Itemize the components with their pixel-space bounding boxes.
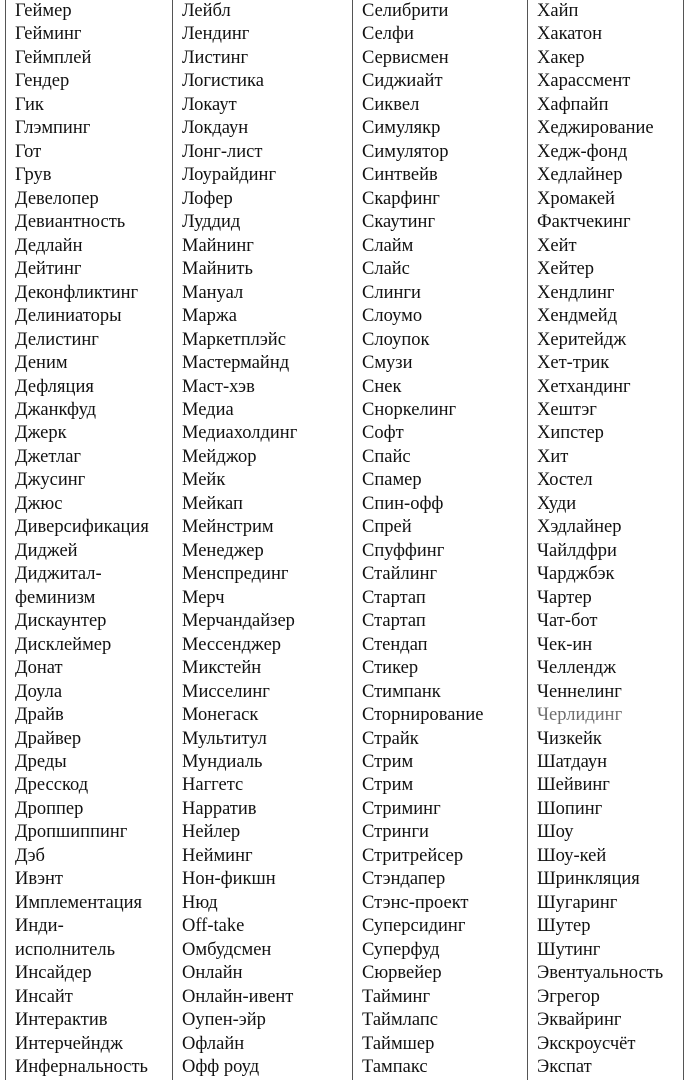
word-cell: Хетхандинг: [537, 376, 631, 397]
word-cell: Имплементация: [15, 892, 143, 913]
word-cell: Майнить: [182, 259, 253, 280]
word-cell: Майнинг: [182, 235, 254, 256]
word-cell: Хейт: [537, 235, 577, 256]
word-cell: Локдаун: [182, 118, 249, 139]
word-cell: Гейминг: [15, 24, 82, 45]
word-cell: Эгрегор: [537, 986, 600, 1007]
word-cell: Сторнирование: [362, 705, 484, 726]
word-cell: Дедлайн: [15, 235, 83, 256]
word-cell: Мундиаль: [182, 752, 263, 772]
word-cell: Офлайн: [182, 1033, 245, 1054]
word-cell: Страйк: [362, 728, 419, 749]
word-cell: Деним: [15, 353, 68, 374]
word-cell: Суперсидинг: [362, 916, 466, 937]
word-cell: Челлендж: [537, 658, 617, 679]
word-cell: Снек: [362, 376, 402, 397]
word-cell: Стимпанк: [362, 681, 441, 702]
word-cell: Гик: [15, 94, 44, 115]
word-cell: Омбудсмен: [182, 939, 272, 960]
word-cell: Дэб: [15, 845, 45, 866]
word-cell: Эквайринг: [537, 1010, 622, 1031]
word-cell: Мастермайнд: [182, 353, 290, 374]
word-cell: Чизкейк: [537, 728, 602, 749]
word-cell: Маст-хэв: [182, 376, 255, 397]
word-cell: Мейнстрим: [182, 517, 274, 538]
word-cell: Геймплей: [15, 47, 92, 68]
word-cell: Дефляция: [15, 376, 94, 397]
word-cell: Нюд: [182, 892, 218, 913]
word-cell: Монегаск: [182, 705, 259, 726]
word-cell: Девелопер: [15, 188, 99, 209]
word-cell: Чек-ин: [537, 634, 593, 655]
word-cell: Инди-: [15, 916, 64, 937]
word-cell: Гот: [15, 141, 42, 162]
word-cell: Слайм: [362, 235, 414, 256]
word-cell: Лофер: [182, 188, 233, 209]
word-cell: Мейк: [182, 470, 226, 491]
word-cell: Луддид: [182, 212, 241, 233]
word-cell: Джанкфуд: [15, 399, 97, 420]
word-cell: Хештэг: [537, 399, 597, 420]
word-cell: Ивэнт: [15, 869, 64, 890]
word-cell: Диверсификация: [15, 517, 149, 538]
word-cell: Хипстер: [537, 423, 604, 444]
word-cell: Мануал: [182, 282, 244, 303]
word-cell: Лейбл: [182, 1, 231, 21]
word-cell: Нарратив: [182, 798, 257, 819]
word-cell: Менеджер: [182, 540, 264, 561]
word-column-1: [6, 0, 173, 1080]
word-cell: Драйвер: [15, 728, 82, 749]
word-cell: Стикер: [362, 658, 419, 679]
word-cell: Ченнелинг: [537, 681, 622, 702]
word-cell: феминизм: [15, 587, 96, 608]
word-cell: Слоумо: [362, 306, 423, 327]
word-column-2: [172, 0, 352, 1080]
word-cell: Хедлайнер: [537, 165, 623, 186]
word-cell: Девиантность: [15, 212, 126, 233]
word-cell: Мессенджер: [182, 634, 282, 655]
word-cell: Микстейн: [182, 658, 262, 679]
word-cell: Сюрвейер: [362, 963, 442, 984]
word-cell: Симулякр: [362, 118, 441, 139]
word-cell: Маржа: [182, 306, 237, 327]
word-cell: Слинги: [362, 282, 421, 303]
word-cell: Маркетплэйс: [182, 329, 286, 350]
word-cell: Спрей: [362, 517, 412, 538]
word-cell: Онлайн-ивент: [182, 986, 294, 1007]
word-cell: Хедж-фонд: [537, 141, 628, 162]
word-cell: Чартер: [537, 587, 592, 608]
word-cell: Лоурайдинг: [182, 165, 277, 186]
word-cell: Off-take: [182, 916, 245, 937]
word-cell: Спуффинг: [362, 540, 445, 561]
word-cell: Хайп: [537, 1, 579, 21]
word-cell: Мерч: [182, 587, 225, 608]
word-cell: Хостел: [537, 470, 593, 491]
word-cell: Стэнс-проект: [362, 892, 469, 913]
word-cell: Джусинг: [15, 470, 86, 491]
word-cell: Дреды: [15, 752, 67, 772]
word-cell: Хэдлайнер: [537, 517, 622, 538]
word-cell: Стрим: [362, 775, 414, 796]
word-cell: Дроппер: [15, 798, 84, 819]
word-cell: Дискаунтер: [15, 611, 107, 632]
word-cell: Хет-трик: [537, 353, 610, 374]
word-cell: Тайминг: [362, 986, 431, 1007]
word-cell: Листинг: [182, 47, 249, 68]
word-cell: Делиниаторы: [15, 306, 122, 327]
word-cell: Мисселинг: [182, 681, 270, 702]
word-cell: Нейлер: [182, 822, 241, 843]
word-cell: Худи: [537, 493, 577, 514]
word-cell: Херитейдж: [537, 329, 627, 350]
word-cell: Инсайдер: [15, 963, 92, 984]
word-cell: Шутинг: [537, 939, 601, 960]
word-cell: Нейминг: [182, 845, 253, 866]
word-cell: Шоу: [537, 822, 574, 843]
word-cell: Гендер: [15, 71, 70, 92]
word-cell: Дресскод: [15, 775, 89, 796]
word-cell: Драйв: [15, 705, 64, 726]
word-cell: Офф роуд: [182, 1057, 260, 1078]
word-cell: Стартап: [362, 587, 426, 608]
word-cell: Деконфликтинг: [15, 282, 139, 303]
word-cell: Джюс: [15, 493, 63, 514]
word-cell: Симулятор: [362, 141, 449, 162]
word-cell: Шоу-кей: [537, 845, 607, 866]
word-cell: Хит: [537, 446, 569, 467]
word-table: [5, 0, 684, 1080]
word-cell: Наггетс: [182, 775, 244, 796]
word-cell: Спайс: [362, 446, 411, 467]
word-cell: Шопинг: [537, 798, 603, 819]
word-cell: Дейтинг: [15, 259, 82, 280]
word-cell: Медиа: [182, 399, 234, 420]
word-cell: Донат: [15, 658, 63, 679]
word-cell: Синтвейв: [362, 165, 438, 186]
word-cell: Диджитал-: [15, 564, 102, 585]
word-cell: Стартап: [362, 611, 426, 632]
word-cell: Стайлинг: [362, 564, 438, 585]
word-cell: Хафпайп: [537, 94, 609, 115]
word-cell: Стрим: [362, 752, 414, 772]
word-cell: Сиквел: [362, 94, 420, 115]
word-cell: Спин-офф: [362, 493, 444, 514]
word-cell: Селибрити: [362, 1, 449, 21]
word-cell: Сиджиайт: [362, 71, 443, 92]
word-cell: Онлайн: [182, 963, 243, 984]
word-cell: Оупен-эйр: [182, 1010, 266, 1031]
word-cell: Интерактив: [15, 1010, 108, 1031]
word-cell: Тампакс: [362, 1057, 428, 1078]
word-cell: Мерчандайзер: [182, 611, 295, 632]
word-cell: Софт: [362, 423, 404, 444]
word-cell: Таймлапс: [362, 1010, 438, 1031]
word-cell: Геймер: [15, 1, 72, 21]
word-cell: Слайс: [362, 259, 410, 280]
word-cell: Хендлинг: [537, 282, 615, 303]
word-cell: Интерчейндж: [15, 1033, 123, 1054]
word-cell: Эвентуальность: [537, 963, 664, 984]
word-cell: Доула: [15, 681, 63, 702]
word-cell: Глэмпинг: [15, 118, 91, 139]
word-cell: исполнитель: [15, 939, 116, 960]
word-cell: Мейкап: [182, 493, 243, 514]
word-cell: Хромакей: [537, 188, 615, 209]
word-cell: Чайлдфри: [537, 540, 617, 561]
word-cell: Хейтер: [537, 259, 595, 280]
word-cell: Шейвинг: [537, 775, 610, 796]
word-cell: Спамер: [362, 470, 422, 491]
word-cell: Локаут: [182, 94, 237, 115]
word-cell: Мейджор: [182, 446, 257, 467]
word-cell: Шугаринг: [537, 892, 618, 913]
word-cell: Экскроусчёт: [537, 1033, 636, 1054]
word-cell: Дисклеймер: [15, 634, 112, 655]
word-cell: Логистика: [182, 71, 264, 92]
word-cell: Смузи: [362, 353, 413, 374]
word-cell: Шутер: [537, 916, 591, 937]
word-cell: Стритрейсер: [362, 845, 464, 866]
word-cell: Шатдаун: [537, 752, 608, 772]
word-column-4: [527, 0, 684, 1080]
word-cell: Скарфинг: [362, 188, 440, 209]
word-cell: Суперфуд: [362, 939, 440, 960]
word-cell: Инфернальность: [15, 1057, 148, 1078]
word-cell: Черлидинг: [537, 705, 623, 726]
word-cell: Слоупок: [362, 329, 430, 350]
word-cell: Лонг-лист: [182, 141, 263, 162]
word-cell: Хендмейд: [537, 306, 618, 327]
word-cell: Джетлаг: [15, 446, 82, 467]
word-cell: Скаутинг: [362, 212, 436, 233]
word-cell: Лендинг: [182, 24, 250, 45]
word-cell: Харассмент: [537, 71, 631, 92]
word-cell: Дропшиппинг: [15, 822, 128, 843]
word-cell: Стендап: [362, 634, 428, 655]
word-cell: Хеджирование: [537, 118, 654, 139]
word-cell: Экспат: [537, 1057, 592, 1078]
word-cell: Чат-бот: [537, 611, 598, 632]
word-cell: Чарджбэк: [537, 564, 615, 585]
word-cell: Селфи: [362, 24, 414, 45]
word-cell: Стриминг: [362, 798, 441, 819]
word-cell: Нон-фикшн: [182, 869, 276, 890]
word-cell: Сервисмен: [362, 47, 449, 68]
word-cell: Таймшер: [362, 1033, 435, 1054]
word-cell: Инсайт: [15, 986, 73, 1007]
word-cell: Сноркелинг: [362, 399, 457, 420]
word-cell: Джерк: [15, 423, 67, 444]
word-cell: Хакатон: [537, 24, 603, 45]
word-cell: Стринги: [362, 822, 429, 843]
word-cell: Менспрединг: [182, 564, 289, 585]
word-cell: Диджей: [15, 540, 78, 561]
word-cell: Делистинг: [15, 329, 99, 350]
word-cell: Мультитул: [182, 728, 267, 749]
word-cell: Фактчекинг: [537, 212, 631, 233]
word-cell: Хакер: [537, 47, 585, 68]
word-cell: Медиахолдинг: [182, 423, 298, 444]
word-cell: Шринкляция: [537, 869, 640, 890]
word-cell: Грув: [15, 165, 52, 186]
word-cell: Стэндапер: [362, 869, 446, 890]
word-column-3: [352, 0, 528, 1080]
